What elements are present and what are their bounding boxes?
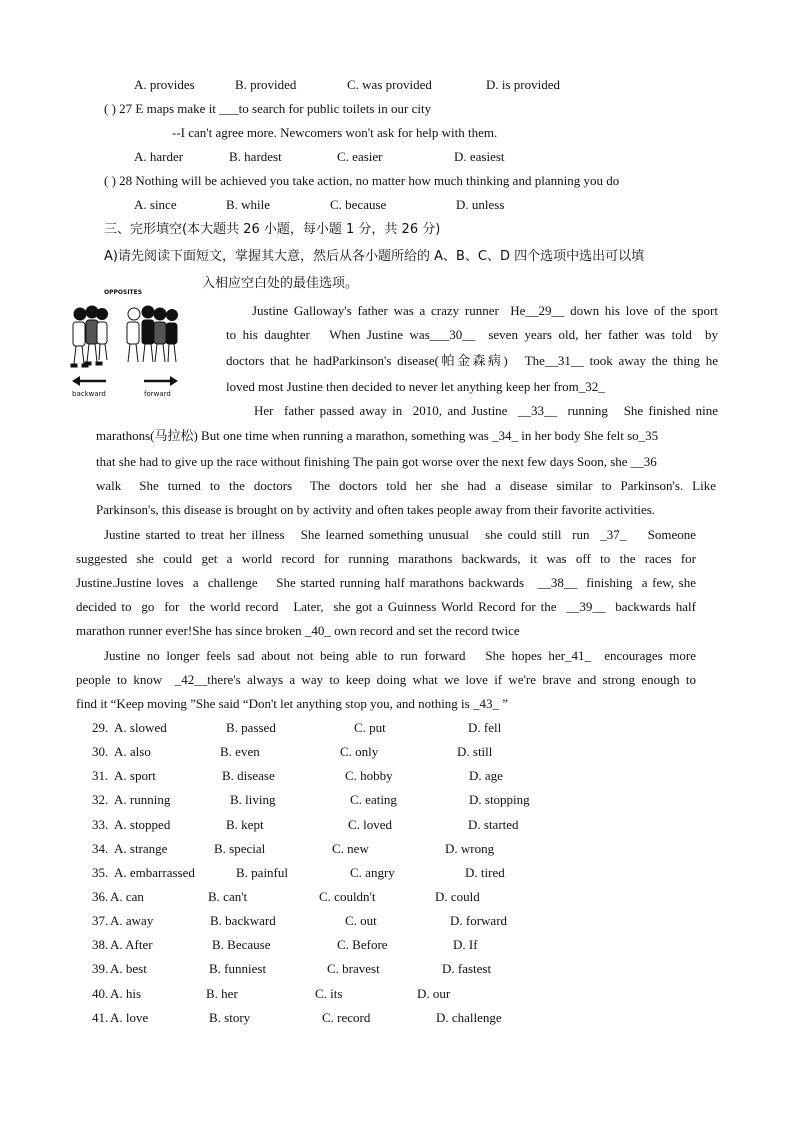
- choice-option-b: B. funniest: [209, 961, 267, 976]
- choice-option-c: C. out: [345, 913, 377, 928]
- choice-option-a: A. love: [110, 1010, 149, 1025]
- backward-label: backward: [72, 390, 106, 398]
- choice-number: 37.: [92, 913, 109, 928]
- choice-option-c: C. couldn't: [319, 889, 376, 904]
- section-instruction-line-2: 入相应空白处的最佳选项。: [202, 276, 359, 291]
- choice-option-a: A. running: [114, 792, 171, 807]
- choice-option-c: C. loved: [348, 817, 393, 832]
- choice-option-d: D. challenge: [436, 1010, 502, 1025]
- q28-option-d: D. unless: [456, 197, 505, 212]
- q27-option-c: C. easier: [337, 149, 383, 164]
- q27-option-a: A. harder: [134, 149, 184, 164]
- choice-option-b: B. special: [214, 841, 266, 856]
- section-instruction-line-1: A)请先阅读下面短文，掌握其大意，然后从各小题所给的 A、B、C、D 四个选项中选出可以填: [104, 249, 645, 264]
- q28-option-c: C. because: [330, 197, 387, 212]
- q28-option-a: A. since: [134, 197, 177, 212]
- choice-option-a: A. can: [110, 889, 144, 904]
- choice-option-d: D. If: [453, 937, 478, 952]
- passage-p3-line-1: Justine started to treat her illness She learned something unusual she could still run _37_ Someone: [104, 527, 696, 542]
- passage-p4-line-2: people to know _42__there's always a way to keep doing what we love if we're brave and strong enough to: [76, 672, 696, 687]
- choice-number: 40.: [92, 986, 109, 1001]
- passage-p1-line-2: to his daughter When Justine was___30__ seven years old, her father was told by: [226, 327, 718, 342]
- choice-option-a: A. After: [110, 937, 153, 952]
- choice-option-b: B. even: [220, 744, 260, 759]
- choice-option-c: C. angry: [350, 865, 395, 880]
- choice-number: 33.: [92, 817, 109, 832]
- walking-children-drawing: [64, 288, 214, 400]
- q27-option-b: B. hardest: [229, 149, 282, 164]
- choice-option-d: D. tired: [465, 865, 505, 880]
- choice-number: 29.: [92, 720, 109, 735]
- choice-option-b: B. kept: [226, 817, 264, 832]
- choice-option-d: D. fell: [468, 720, 502, 735]
- choice-option-d: D. stopping: [469, 792, 530, 807]
- choice-number: 35.: [92, 865, 109, 880]
- choice-option-c: C. put: [354, 720, 386, 735]
- opposites-illustration: [64, 288, 214, 400]
- choice-option-a: A. stopped: [114, 817, 171, 832]
- choice-option-c: C. hobby: [345, 768, 393, 783]
- choice-option-c: C. eating: [350, 792, 397, 807]
- passage-p3-line-3: Justine.Justine loves a challenge She started running half marathons backwards __38__ finishing a few, she: [76, 575, 696, 590]
- choice-option-c: C. new: [332, 841, 369, 856]
- choice-option-c: C. only: [340, 744, 379, 759]
- choice-option-d: D. started: [468, 817, 519, 832]
- choice-option-b: B. disease: [222, 768, 275, 783]
- q27-reply: --I can't agree more. Newcomers won't ask for help with them.: [172, 125, 498, 140]
- choice-number: 34.: [92, 841, 109, 856]
- choice-option-b: B. passed: [226, 720, 276, 735]
- q26-option-a: A. provides: [134, 77, 195, 92]
- choice-option-d: D. forward: [450, 913, 508, 928]
- choice-option-b: B. painful: [236, 865, 288, 880]
- choice-number: 31.: [92, 768, 109, 783]
- choice-number: 39.: [92, 961, 109, 976]
- passage-p4-line-3: find it “Keep moving ”She said “Don't let anything stop you, and nothing is _43_ ”: [76, 696, 509, 711]
- passage-p2-line-1: Her father passed away in 2010, and Justine __33__ running She finished nine: [254, 403, 718, 418]
- forward-label: forward: [144, 390, 171, 398]
- q28-stem: ( ) 28 Nothing will be achieved you take action, no matter how much thinking and planning you do: [104, 173, 620, 188]
- q26-option-d: D. is provided: [486, 77, 561, 92]
- passage-p3-line-4: decided to go for the world record Later, she got a Guinness World Record for the __39__ backwards half: [76, 599, 696, 614]
- choice-option-a: A. strange: [114, 841, 168, 856]
- choice-option-d: D. fastest: [442, 961, 492, 976]
- passage-p4-line-1: Justine no longer feels sad about not being able to run forward She hopes her_41_ encourages more: [104, 648, 696, 663]
- choice-option-d: D. still: [457, 744, 493, 759]
- choice-number: 30.: [92, 744, 109, 759]
- choice-number: 32.: [92, 792, 109, 807]
- passage-p2-line-3: that she had to give up the race without finishing The pain got worse over the next few days Soon, she __36: [96, 454, 657, 469]
- choice-option-b: B. her: [206, 986, 238, 1001]
- choice-option-d: D. our: [417, 986, 451, 1001]
- choice-number: 36.: [92, 889, 109, 904]
- passage-p1-line-3: doctors that he hadParkinson's disease(帕金森病) The__31__ took away the thing he: [226, 353, 718, 368]
- choice-number: 38.: [92, 937, 109, 952]
- section-heading: 三、完形填空(本大题共 26 小题，每小题 1 分，共 26 分): [104, 222, 441, 237]
- passage-p1-line-1: Justine Galloway's father was a crazy runner He__29__ down his love of the sport: [252, 303, 718, 318]
- choice-option-a: A. best: [110, 961, 147, 976]
- q28-option-b: B. while: [226, 197, 271, 212]
- passage-p2-line-2: marathons(马拉松) But one time when running a marathon, something was _34_ in her body She felt so_35: [96, 428, 659, 443]
- choice-option-b: B. backward: [210, 913, 276, 928]
- choice-option-c: C. record: [322, 1010, 371, 1025]
- passage-p2-line-5: Parkinson's, this disease is brought on by activity and often takes people away from their favorite activities.: [96, 502, 656, 517]
- choice-option-c: C. Before: [337, 937, 388, 952]
- passage-p2-line-4: walk She turned to the doctors The doctors told her she had a disease similar to Parkinson's. Like: [96, 478, 716, 493]
- q26-option-b: B. provided: [235, 77, 297, 92]
- choice-option-a: A. his: [110, 986, 142, 1001]
- choice-option-b: B. can't: [208, 889, 248, 904]
- q27-stem: ( ) 27 E maps make it ___to search for public toilets in our city: [104, 101, 432, 116]
- choice-option-d: D. could: [435, 889, 480, 904]
- passage-p1-line-4: loved most Justine then decided to never let anything keep her from_32_: [226, 379, 605, 394]
- choice-option-a: A. also: [114, 744, 151, 759]
- choice-option-d: D. wrong: [445, 841, 495, 856]
- passage-p3-line-5: marathon runner ever!She has since broken _40_ own record and set the record twice: [76, 623, 520, 638]
- passage-p3-line-2: suggested she could get a world record for running marathons backwards, it was off to the races for: [76, 551, 696, 566]
- choice-option-a: A. sport: [114, 768, 156, 783]
- choice-option-a: A. embarrassed: [114, 865, 195, 880]
- q27-option-d: D. easiest: [454, 149, 505, 164]
- choice-option-d: D. age: [469, 768, 503, 783]
- choice-option-b: B. story: [209, 1010, 251, 1025]
- choice-number: 41.: [92, 1010, 109, 1025]
- illustration-title: OPPOSITES: [104, 289, 143, 296]
- choice-option-b: B. Because: [212, 937, 271, 952]
- choice-option-a: A. away: [110, 913, 154, 928]
- q26-option-c: C. was provided: [347, 77, 432, 92]
- choice-option-a: A. slowed: [114, 720, 167, 735]
- choice-option-c: C. its: [315, 986, 343, 1001]
- choice-option-c: C. bravest: [327, 961, 380, 976]
- choice-option-b: B. living: [230, 792, 276, 807]
